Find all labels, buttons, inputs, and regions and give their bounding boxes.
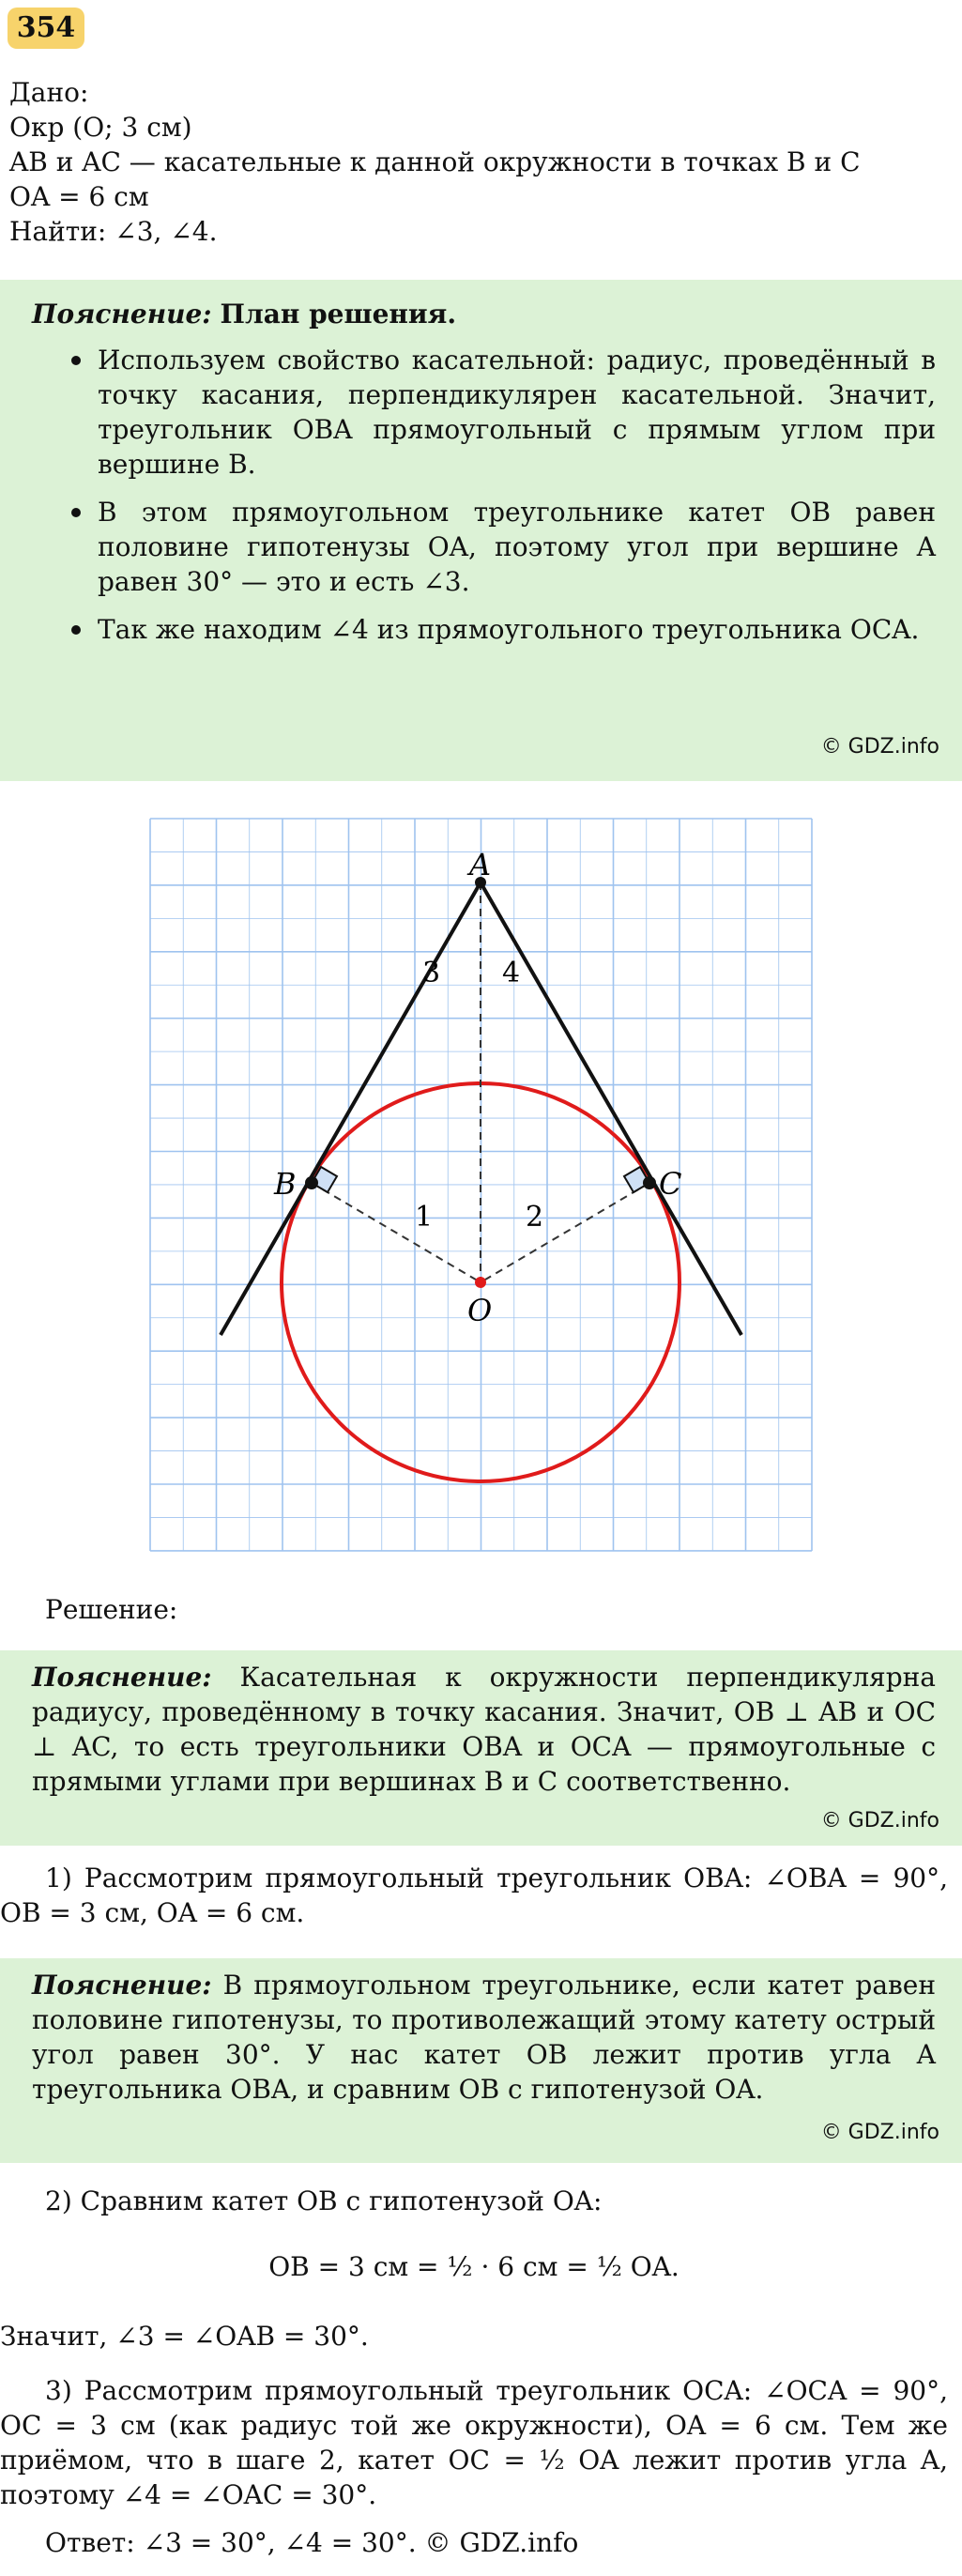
angle-2-label: 2: [526, 1201, 544, 1234]
label-a: A: [469, 847, 492, 882]
note1-text: Касательная к окружности перпендикулярна радиусу, проведённому в точку касания. Значит, OB ⊥ AB и OC ⊥ AC, то есть треугольники OBA и OCA — прямоугольные с прямыми углами при вершинах B и C соответственно.: [32, 1662, 936, 1797]
step-1: 1) Рассмотрим прямоугольный треугольник OBA: ∠OBA = 90°, OB = 3 см, OA = 6 см.: [0, 1863, 948, 1928]
given-oa: OA = 6 см: [9, 181, 149, 212]
angle-4-label: 4: [502, 957, 521, 989]
angle-1-label: 1: [415, 1201, 434, 1234]
step-3: 3) Рассмотрим прямоугольный треугольник OCA: ∠OCA = 90°, OC = 3 см (как радиус той же окружности), OA = 6 см. Тем же приёмом, что в шаге 2, катет OC = ½ OA лежит против угла A, поэтому ∠4 = ∠OAC = 30°.: [0, 2375, 948, 2510]
plan-bullet: Используем свойство касательной: радиус, проведённый в точку касания, перпендикулярен касательной. Значит, треугольник OBA прямоугольный с прямым углом при вершине B.: [32, 343, 936, 482]
problem-number-badge: 354: [8, 8, 84, 49]
explanation-note-2: [0, 1958, 962, 2163]
tangent-ab: [221, 882, 481, 1335]
given-tangents: AB и AC — касательные к данной окружности в точках B и C: [9, 146, 861, 177]
angle-3-label: 3: [422, 957, 441, 989]
plan-bullet: Так же находим ∠4 из прямоугольного треугольника OCA.: [32, 612, 936, 647]
conclusion: Значит, ∠3 = ∠OAB = 30°.: [0, 2321, 369, 2352]
formula: OB = 3 см = ½ · 6 см = ½ OA.: [268, 2251, 680, 2282]
geometry-figure: [141, 809, 821, 1560]
plan-note: [0, 280, 962, 781]
point-o: [475, 1277, 486, 1288]
point-c: [643, 1176, 656, 1189]
note2-text: В прямоугольном треугольнике, если катет равен половине гипотенузы, то противолежащий этому катету острый угол равен 30°. У нас катет OB лежит против угла A треугольника OBA, и сравним OB с гипотенузой OA.: [32, 1970, 937, 2105]
explanation-note-1: [0, 1650, 962, 1846]
label-c: C: [659, 1166, 682, 1202]
label-b: B: [274, 1166, 297, 1202]
step-2: 2) Сравним катет OB с гипотенузой OA:: [45, 2185, 603, 2216]
given-block: [9, 75, 948, 249]
note2-copyright: © GDZ.info: [820, 2121, 939, 2144]
label-o: O: [467, 1293, 493, 1328]
radius-ob: [312, 1183, 481, 1282]
given-title: Дано:: [9, 77, 89, 108]
plan-label: Пояснение:: [32, 299, 212, 330]
point-b: [305, 1176, 318, 1189]
solution-title: Решение:: [45, 1594, 178, 1625]
given-circle: Окр (O; 3 см): [9, 112, 192, 143]
note2-label: Пояснение:: [32, 1970, 212, 2001]
plan-title: План решения.: [220, 299, 457, 330]
note1-copyright: © GDZ.info: [820, 1809, 939, 1832]
note1-label: Пояснение:: [32, 1662, 212, 1693]
answer: Ответ: ∠3 = 30°, ∠4 = 30°. © GDZ.info: [45, 2527, 579, 2558]
given-find: Найти: ∠3, ∠4.: [9, 216, 218, 247]
radius-oc: [481, 1183, 649, 1282]
plan-bullet: В этом прямоугольном треугольнике катет OB равен половине гипотенузы OA, поэтому угол при вершине A равен 30° — это и есть ∠3.: [32, 495, 936, 599]
plan-copyright: © GDZ.info: [820, 735, 939, 759]
tangent-ac: [481, 882, 741, 1335]
